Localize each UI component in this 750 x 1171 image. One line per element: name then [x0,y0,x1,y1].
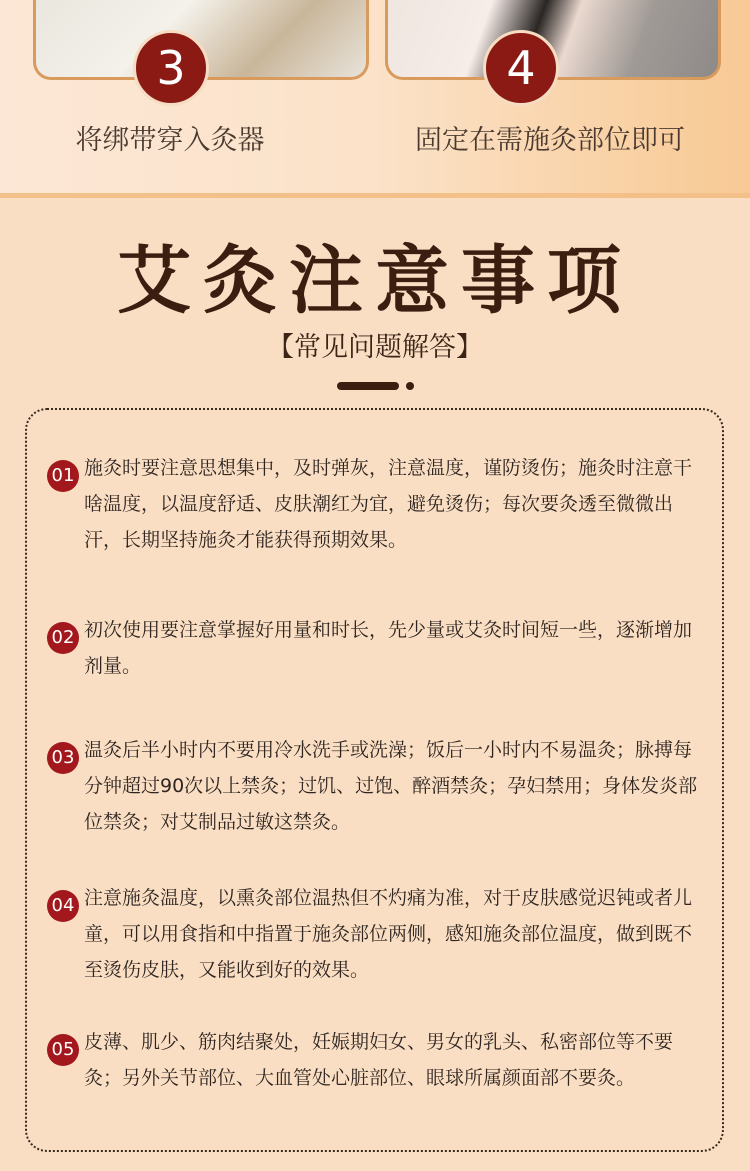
step-4-label: 固定在需施灸部位即可 [415,125,685,156]
faq-badge: 04 [47,890,79,922]
step-3-label: 将绑带穿入灸器 [75,125,265,156]
faq-text: 施灸时要注意思想集中，及时弹灰，注意温度，谨防烫伤；施灸时注意干啥温度，以温度舒适、皮肤潮红为宜，避免烫伤；每次要灸透至微微出汗，长期坚持施灸才能获得预期效果。 [84,457,693,551]
step-4-number: 4 [483,30,559,106]
steps-section [0,0,750,196]
title-underline-dot [406,382,414,390]
faq-badge: 02 [47,622,79,654]
faq-text: 注意施灸温度，以熏灸部位温热但不灼痛为准，对于皮肤感觉迟钝或者儿童，可以用食指和中指置于施灸部位两侧，感知施灸部位温度，做到既不至烫伤皮肤，又能收到好的效果。 [84,887,693,981]
page-subtitle: 【常见问题解答】 [267,332,483,363]
faq-badge: 05 [47,1034,79,1066]
title-underline [337,382,399,390]
section-divider [0,193,750,198]
faq-badge: 03 [47,742,79,774]
faq-text: 皮薄、肌少、筋肉结聚处，妊娠期妇女、男女的乳头、私密部位等不要灸；另外关节部位、大血管处心脏部位、眼球所属颜面部不要灸。 [84,1031,674,1089]
faq-card [25,408,724,1152]
page-title: 艾灸注意事项 [117,238,633,324]
faq-text: 温灸后半小时内不要用冷水洗手或洗澡；饭后一小时内不易温灸；脉搏每分钟超过90次以上禁灸；过饥、过饱、醉酒禁灸；孕妇禁用；身体发炎部位禁灸；对艾制品过敏这禁灸。 [84,739,698,833]
faq-badge: 01 [47,460,79,492]
step-3-number: 3 [133,30,209,106]
faq-text: 初次使用要注意掌握好用量和时长，先少量或艾灸时间短一些，逐渐增加剂量。 [84,619,693,677]
